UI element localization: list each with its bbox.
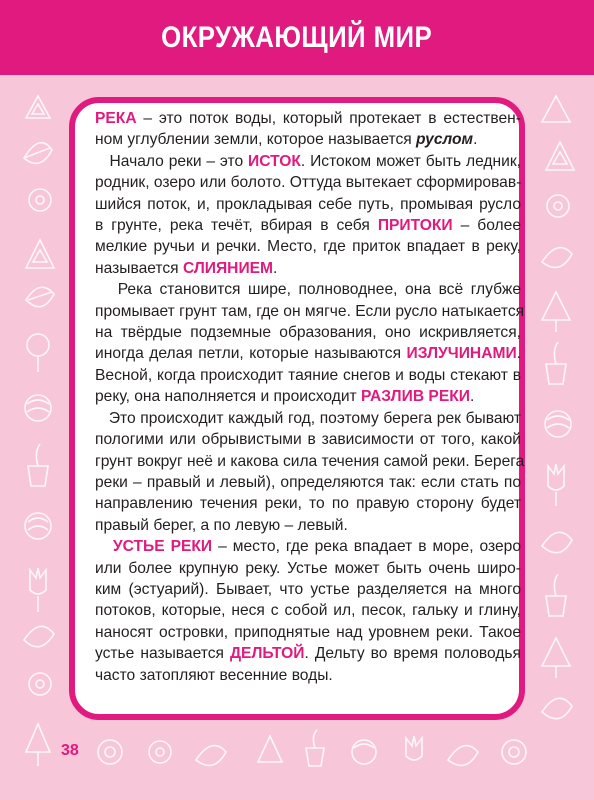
text-line [95,579,521,600]
emphasis-term: руслом [416,131,474,149]
tree-icon [542,292,570,332]
text-segment: или более крупную реку. Устье может быть очень широ- [95,559,521,577]
text-segment: Весной, когда происходит таяние снегов и воды стекают в [95,366,521,384]
text-line [95,493,521,514]
circle-pattern-icon [352,740,376,764]
leaf-icon [542,248,572,268]
leaf-icon [542,532,572,552]
text-segment: – место, где река впадает в море, озеро [212,538,522,556]
text-line [95,665,521,686]
leaf-icon [196,746,226,766]
article-text [95,108,525,686]
flower-icon [29,189,51,211]
key-term: ДЕЛЬТОЙ [229,645,305,663]
key-term: ПРИТОКИ [377,217,453,235]
text-segment: – это поток воды, который протекает в естествен- [136,110,521,127]
text-segment: на твёрдые подземные образования, оно искривляется, [95,324,521,342]
text-segment: мелкие ручьи и речки. Место, где приток впадает в реку, [95,238,521,256]
text-line [95,322,521,343]
text-segment: наносят островки, приподнятые над уровнем реки. Такое [95,623,521,641]
text-line [95,472,521,493]
text-line [95,408,521,429]
text-segment: . [516,345,521,363]
text-segment: – более [452,217,521,235]
circle-pattern-icon [545,411,571,437]
text-segment: . Истоком может быть ледник, [300,152,521,170]
text-line [95,386,521,407]
text-segment: направлению течения реки, то по правую сторону будет [95,495,521,513]
leaf-icon [24,626,54,646]
page-title: ОКРУЖАЮЩИЙ МИР [161,20,433,54]
triangle-icon [26,96,50,118]
tulip-icon [406,736,422,760]
text-line [95,643,521,664]
tree-icon [258,736,282,762]
flower-icon [149,741,171,763]
key-term: УСТЬЕ РЕКИ [112,538,213,556]
circle-pattern-icon [25,395,51,421]
text-segment: . [473,131,478,149]
text-segment: называется [95,259,183,277]
tree-icon [542,638,570,678]
flower-icon [547,195,569,217]
text-line [95,279,521,300]
text-line [95,536,521,557]
text-line [95,558,521,579]
text-line [95,108,521,129]
leaf-icon [448,746,478,766]
text-line [95,515,521,536]
key-term: ИСТОК [248,152,301,170]
key-term: СЛИЯНИЕМ [182,259,274,277]
page-number: 38 [61,742,79,759]
tree-icon [26,724,50,766]
sun-icon [502,740,526,764]
text-line [95,194,521,215]
text-segment: потоков, которые, неся с собой ил, песок, гальку и глину, [95,602,521,620]
circle-pattern-icon [25,513,51,539]
text-line [95,429,521,450]
key-term: ИЗЛУЧИНАМИ [406,345,517,363]
text-segment: реки – правый и левый), определяются так: если стать по [95,473,521,491]
text-segment: Начало реки – это [95,152,249,170]
text-segment: ким (эстуарий). Бывает, что устье разделяется на много [95,580,521,598]
text-segment: в грунте, река течёт, вбирая в себя [95,217,378,235]
text-segment: Река становится шире, полноводнее, она всё глубже [95,281,521,299]
text-segment: ном углублении земли, которое называется [95,131,417,149]
text-segment: грунт вокруг неё и какова сила течения самой реки. Берега [95,452,525,470]
text-segment: . Дельту во время половодья [304,645,521,663]
text-segment: устье называется [95,645,230,663]
tulip-icon [548,464,564,506]
key-term: РЕКА [95,110,137,127]
text-line [95,301,525,322]
text-segment: часто затопляют весенние воды. [95,666,333,684]
text-line [95,151,521,172]
plant-pot-icon [546,342,566,384]
text-segment: Это происходит каждый год, поэтому берега рек бывают [95,409,521,427]
text-line [95,258,521,279]
text-segment: родник, озеро или болото. Оттуда вытекает сформировав- [95,174,522,192]
key-term: РАЗЛИВ РЕКИ [361,388,470,406]
text-line [95,365,521,386]
tulip-icon [30,568,46,612]
text-line [95,343,521,364]
leaf-icon [542,698,572,718]
text-segment: . [469,388,475,406]
plant-pot-icon [546,574,566,616]
text-line [95,600,521,621]
text-line [95,236,521,257]
triangle-icon [542,96,570,122]
text-segment: шийся поток, и, прокладывая себе путь, промывая русло [95,195,521,213]
flower-icon [29,673,51,695]
text-line [95,451,525,472]
text-segment: . [273,259,278,277]
text-segment: реку, она наполняется и происходит [95,388,362,406]
plant-pot-icon [306,730,324,766]
text-segment: правый берег, а по левую – левый. [95,516,348,534]
leaf-icon [24,143,52,164]
text-line [95,129,521,150]
text-segment: промывает грунт там, где он мягче. Если русло натыкается [95,302,525,320]
text-segment [95,538,113,555]
page-header [0,0,594,75]
text-line [95,172,521,193]
text-line [95,622,521,643]
text-line [95,215,521,236]
triangle-icon [26,240,54,268]
sun-icon [98,740,122,764]
triangle-icon [546,142,574,170]
leaf-icon [26,287,54,306]
text-segment: иногда делая петли, которые называются [95,345,407,363]
plant-pot-icon [28,444,48,486]
tree-icon [27,334,49,372]
text-segment: пологими или обрывистыми в зависимости от того, какой [95,431,521,449]
